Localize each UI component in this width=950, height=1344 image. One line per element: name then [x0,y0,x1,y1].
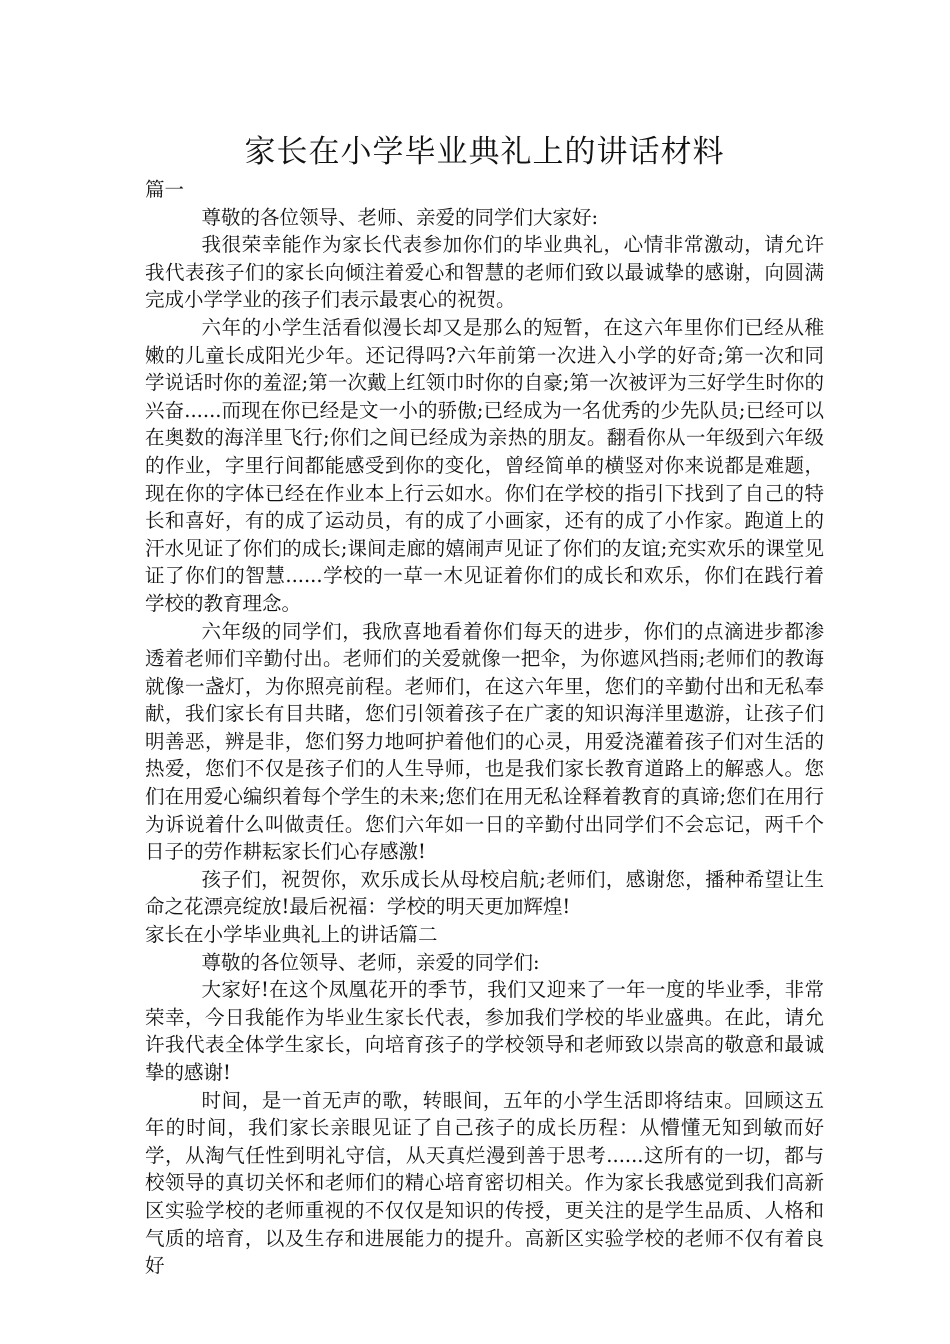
paragraph: 我很荣幸能作为家长代表参加你们的毕业典礼，心情非常激动，请允许我代表孩子们的家长向倾注着爱心和智慧的老师们致以最诚挚的感谢，向圆满完成小学学业的孩子们表示最衷心的祝贺。 [145,233,824,312]
document-body [145,176,824,1280]
paragraph: 孩子们，祝贺你，欢乐成长从母校启航;老师们，感谢您，播种希望让生命之花漂亮绽放!最后祝福：学校的明天更加辉煌! [145,867,824,919]
section-label: 篇一 [145,178,185,201]
greeting: 尊敬的各位领导、老师、亲爱的同学们大家好: [201,205,599,229]
paragraph: 六年的小学生活看似漫长却又是那么的短暂，在这六年里你们已经从稚嫩的儿童长成阳光少年。还记得吗?六年前第一次进入小学的好奇;第一次和同学说话时你的羞涩;第一次戴上红领巾时你的自豪;第一次被评为三好学生时你的兴奋......而现在你已经是文一小的骄傲;已经成为一名优秀的少先队员;已经可以在奥数的海洋里飞行;你们之间已经成为亲热的朋友。翻看你从一年级到六年级的作业，字里行间都能感受到你的变化，曾经简单的横竖对你来说都是难题，现在你的字体已经在作业本上行云如水。你们在学校的指引下找到了自己的特长和喜好，有的成了运动员，有的成了小画家，还有的成了小作家。跑道上的汗水见证了你们的成长;课间走廊的嬉闹声见证了你们的友谊;充实欢乐的课堂见证了你们的智慧......学校的一草一木见证着你们的成长和欢乐，你们在践行着学校的教育理念。 [145,315,824,615]
paragraph: 大家好!在这个凤凰花开的季节，我们又迎来了一年一度的毕业季，非常荣幸，今日我能作为毕业生家长代表，参加我们学校的毕业盛典。在此，请允许我代表全体学生家长，向培育孩子的学校领导和老师致以崇高的敬意和最诚挚的感谢! [145,978,824,1084]
document-title: 家长在小学毕业典礼上的讲话材料 [244,134,725,170]
paragraph: 六年级的同学们，我欣喜地看着你们每天的进步，你们的点滴进步都渗透着老师们辛勤付出。老师们的关爱就像一把伞，为你遮风挡雨;老师们的教诲就像一盏灯，为你照亮前程。老师们，在这六年里，您们的辛勤付出和无私奉献，我们家长有目共睹，您们引领着孩子在广袤的知识海洋里遨游，让孩子们明善恶，辨是非，您们努力地呵护着他们的心灵，用爱浇灌着孩子们对生活的热爱，您们不仅是孩子们的人生导师，也是我们家长教育道路上的解惑人。您们在用爱心编织着每个学生的未来;您们在用无私诠释着教育的真谛;您们在用行为诉说着什么叫做责任。您们六年如一日的辛勤付出同学们不会忘记，两千个日子的劳作耕耘家长们心存感激! [145,619,824,864]
greeting: 尊敬的各位领导、老师，亲爱的同学们: [201,950,540,974]
paragraph: 时间，是一首无声的歌，转眼间，五年的小学生活即将结束。回顾这五年的时间，我们家长亲眼见证了自己孩子的成长历程：从懵懂无知到敏而好学，从淘气任性到明礼守信，从天真烂漫到善于思考......这所有的一切，都与校领导的真切关怀和老师们的精心培育密切相关。作为家长我感觉到我们高新区实验学校的老师重视的不仅仅是知识的传授，更关注的是学生品质、人格和气质的培育，以及生存和进展能力的提升。高新区实验学校的老师不仅有着良好 [145,1088,824,1278]
section-label: 家长在小学毕业典礼上的讲话篇二 [145,923,438,947]
